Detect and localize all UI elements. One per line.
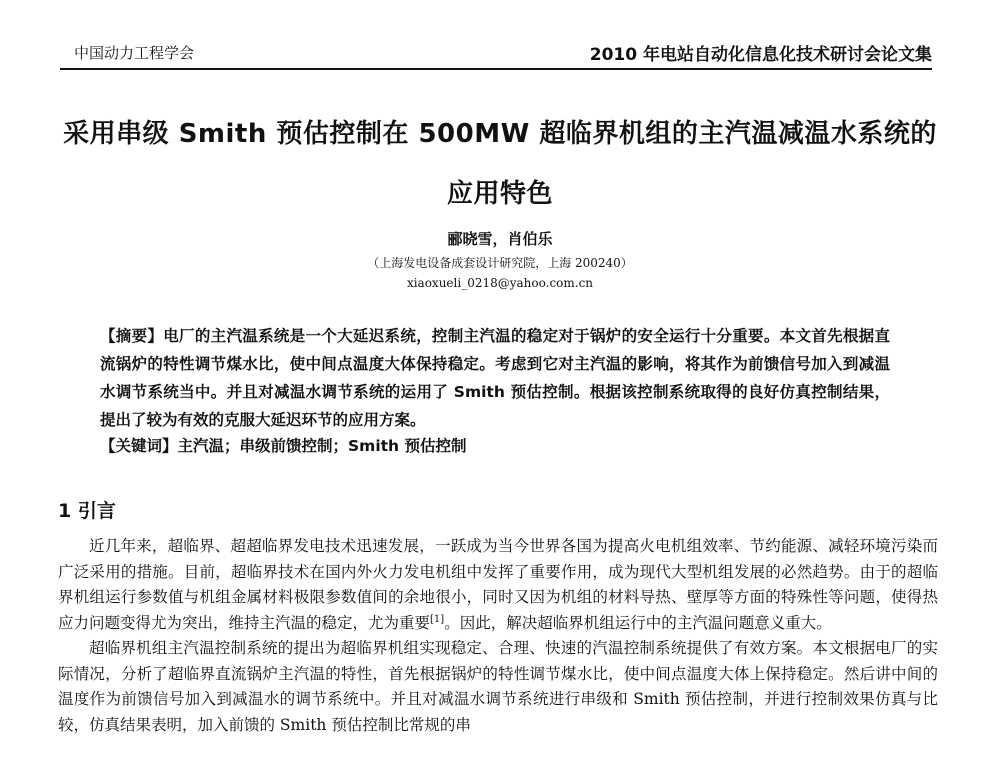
abstract-label: 【摘要】	[100, 327, 164, 345]
keywords-label: 【关键词】	[100, 437, 178, 455]
header-society: 中国动力工程学会	[74, 44, 195, 62]
header-proceedings: 2010 年电站自动化信息化技术研讨会论文集	[589, 45, 932, 65]
title-line-2: 应用特色	[446, 179, 553, 209]
citation-ref[interactable]: [1]	[430, 613, 445, 625]
running-header	[60, 38, 932, 70]
paragraph-1-text-b: 。因此，解决超临界机组运行中的主汽温问题意义重大。	[444, 613, 832, 632]
abstract	[100, 322, 890, 434]
paper-title	[40, 104, 960, 224]
author-email: xiaoxueli_0218@yahoo.com.cn	[406, 276, 594, 290]
section-heading-introduction: 1 引言	[58, 500, 116, 522]
affiliation: （上海发电设备成套设计研究院，上海 200240）	[367, 256, 633, 270]
keywords	[100, 432, 890, 460]
abstract-text: 电厂的主汽温系统是一个大延迟系统，控制主汽温的稳定对于锅炉的安全运行十分重要。本文首先根据直流锅炉的特性调节煤水比，使中间点温度大体保持稳定。考虑到它对主汽温的影响，将其作为前馈信号加入到减温水调节系统当中。并且对减温水调节系统的运用了 Smith 预估控制。根据该控制系统取得的良好仿真控制结果，提出了较为有效的克服大延迟环节的应用方案。	[100, 327, 890, 429]
paragraph-2: 超临界机组主汽温控制系统的提出为超临界机组实现稳定、合理、快速的汽温控制系统提供了有效方案。本文根据电厂的实际情况，分析了超临界直流锅炉主汽温的特性，首先根据锅炉的特性调节煤水比，使中间点温度大体上保持稳定。然后讲中间的温度作为前馈信号加入到减温水的调节系统中。并且对减温水调节系统进行串级和 Smith 预估控制，并进行控制效果仿真与比较，仿真结果表明，加入前馈的 Smith 预估控制比常规的串	[58, 639, 938, 734]
section-body	[58, 534, 938, 738]
paragraph-1-text-a: 近几年来，超临界、超超临界发电技术迅速发展，一跃成为当今世界各国为提高火电机组效率、节约能源、减轻环境污染而广泛采用的措施。目前，超临界技术在国内外火力发电机组中发挥了重要作用，成为现代大型机组发展的必然趋势。由于的超临界机组运行参数值与机组金属材料极限参数值间的余地很小，同时又因为机组的材料导热、壁厚等方面的特殊性等问题，使得热应力问题变得尤为突出，维持主汽温的稳定，尤为重要	[58, 537, 938, 632]
paragraph-1	[58, 534, 938, 636]
title-line-1: 采用串级 Smith 预估控制在 500MW 超临界机组的主汽温减温水系统的	[63, 119, 937, 149]
keywords-text: 主汽温；串级前馈控制；Smith 预估控制	[177, 437, 467, 455]
authors: 郦晓雪，肖伯乐	[447, 230, 553, 248]
